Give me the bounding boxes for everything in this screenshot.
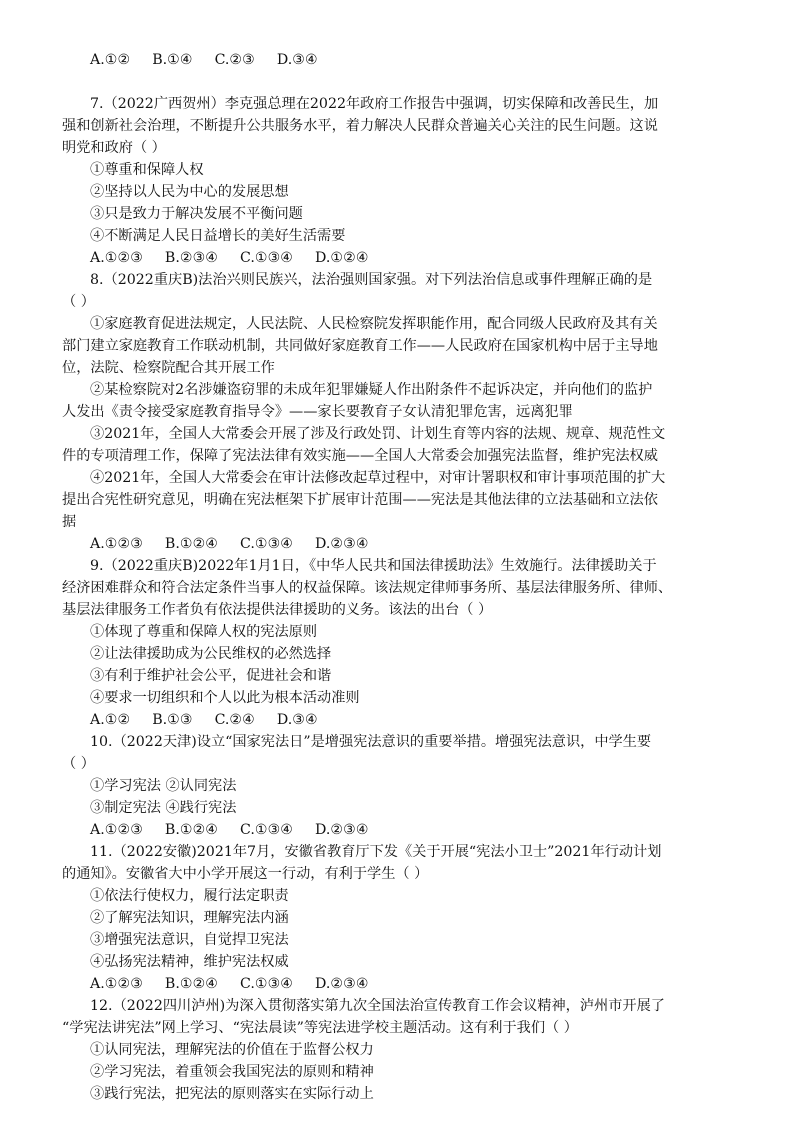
answer-option: B.②③④ [164,250,219,266]
text-line: ④不断满足人民日益增长的美好生活需要 [90,228,346,244]
answer-option: B.①②④ [164,536,219,552]
answer-option: A.①② [90,712,131,728]
text-line: “学宪法讲宪法”网上学习、“宪法晨读”等宪法进学校主题活动。这有利于我们（ ） [62,1020,578,1036]
text-line: 7.（2022广西贺州）李克强总理在2022年政府工作报告中强调，切实保障和改善民生，加 [90,96,659,112]
text-line: 件的专项清理工作，保障了宪法法律有效实施——全国人大常委会加强宪法监督，维护宪法权威 [62,448,658,464]
answer-option: C.①③④ [240,536,294,552]
answer-option: D.③④ [276,52,318,68]
answer-option: C.①③④ [240,976,294,992]
text-line: 8.（2022重庆B)法治兴则民族兴，法治强则国家强。对下列法治信息或事件理解正确的是 [90,272,653,288]
answer-option: B.①②④ [164,822,219,838]
answer-options [90,247,391,269]
text-line: 12.（2022四川泸州)为深入贯彻落实第九次全国法治宣传教育工作会议精神，泸州市开展了 [90,998,665,1014]
text-line: ④要求一切组织和个人以此为根本活动准则 [90,690,360,706]
text-line: ②了解宪法知识，理解宪法内涵 [90,910,289,926]
text-line: （ ） [62,756,95,772]
answer-option: C.①③④ [240,250,294,266]
answer-option: C.②④ [214,712,255,728]
answer-option: A.①②③ [90,250,143,266]
text-line: ③增强宪法意识，自觉捍卫宪法 [90,932,289,948]
text-line: ①认同宪法，理解宪法的价值在于监督公权力 [90,1042,374,1058]
answer-option: A.①②③ [90,976,143,992]
answer-option: D.②③④ [315,536,369,552]
text-line: ②学习宪法，着重领会我国宪法的原则和精神 [90,1064,374,1080]
answer-option: D.③④ [276,712,318,728]
text-line: 位，法院、检察院配合其开展工作 [62,360,275,376]
answer-options [90,533,391,555]
text-line: 提出合宪性研究意见，明确在宪法框架下扩展审计范围——宪法是其他法律的立法基础和立法依 [62,492,658,508]
text-line: ①体现了尊重和保障人权的宪法原则 [90,624,318,640]
text-line: 强和创新社会治理，不断提升公共服务水平，着力解决人民群众普遍关心关注的民生问题。这说 [62,118,658,134]
answer-options [90,973,391,995]
text-line: 基层法律服务工作者负有依法提供法律援助的义务。该法的出台（ ） [62,602,493,618]
text-line: 的通知》。安徽省大中小学开展这一行动，有利于学生（ ） [62,866,429,882]
text-line: ③制定宪法 ④践行宪法 [90,800,237,816]
text-line: 经济困难群众和符合法定条件当事人的权益保障。该法规定律师事务所、基层法律服务所、律师、 [62,580,673,596]
text-line: ④2021年，全国人大常委会在审计法修改起草过程中，对审计署职权和审计事项范围的扩大 [90,470,666,486]
answer-option: D.②③④ [315,976,369,992]
answer-option: A.①②③ [90,822,143,838]
answer-option: B.①③ [152,712,193,728]
text-line: ④弘扬宪法精神，维护宪法权威 [90,954,289,970]
text-line: ②坚持以人民为中心的发展思想 [90,184,289,200]
text-line: ①尊重和保障人权 [90,162,204,178]
answer-option: C.②③ [214,52,255,68]
text-line: ③践行宪法，把宪法的原则落实在实际行动上 [90,1086,374,1102]
text-line: 9.（2022重庆B)2022年1月1日，《中华人民共和国法律援助法》生效施行。法律援助关于 [90,558,657,574]
text-line: 据 [62,514,77,530]
text-line: ②某检察院对2名涉嫌盗窃罪的未成年犯罪嫌疑人作出附条件不起诉决定，并向他们的监护 [90,382,653,398]
answer-option: D.②③④ [315,822,369,838]
answer-options [90,819,391,841]
answer-option: D.①②④ [315,250,369,266]
text-line: 10.（2022天津)设立“国家宪法日”是增强宪法意识的重要举措。增强宪法意识，中学生要 [90,734,652,750]
text-line: ①依法行使权力，履行法定职责 [90,888,289,904]
answer-option: C.①③④ [240,822,294,838]
answer-options [90,709,340,731]
answer-option: B.①④ [152,52,193,68]
text-line: ③2021年，全国人大常委会开展了涉及行政处罚、计划生育等内容的法规、规章、规范性文 [90,426,666,442]
text-line: ③有利于维护社会公平，促进社会和谐 [90,668,332,684]
text-line: （ ） [62,294,95,310]
answer-option: A.①②③ [90,536,143,552]
text-line: ③只是致力于解决发展不平衡问题 [90,206,303,222]
text-line: 人发出《责令接受家庭教育指导令》——家长要教育子女认清犯罪危害，远离犯罪 [62,404,573,420]
text-line: ①家庭教育促进法规定，人民法院、人民检察院发挥职能作用，配合同级人民政府及其有关 [90,316,658,332]
text-line: 明党和政府（ ） [62,140,166,156]
text-line: 部门建立家庭教育工作联动机制，共同做好家庭教育工作——人民政府在国家机构中居于主导地 [62,338,658,354]
answer-option: B.①②④ [164,976,219,992]
answer-options [90,49,340,71]
text-line: ①学习宪法 ②认同宪法 [90,778,237,794]
text-line: 11.（2022安徽)2021年7月，安徽省教育厅下发《关于开展“宪法小卫士”2021年行动计划 [90,844,662,860]
text-line: ②让法律援助成为公民维权的必然选择 [90,646,332,662]
answer-option: A.①② [90,52,131,68]
